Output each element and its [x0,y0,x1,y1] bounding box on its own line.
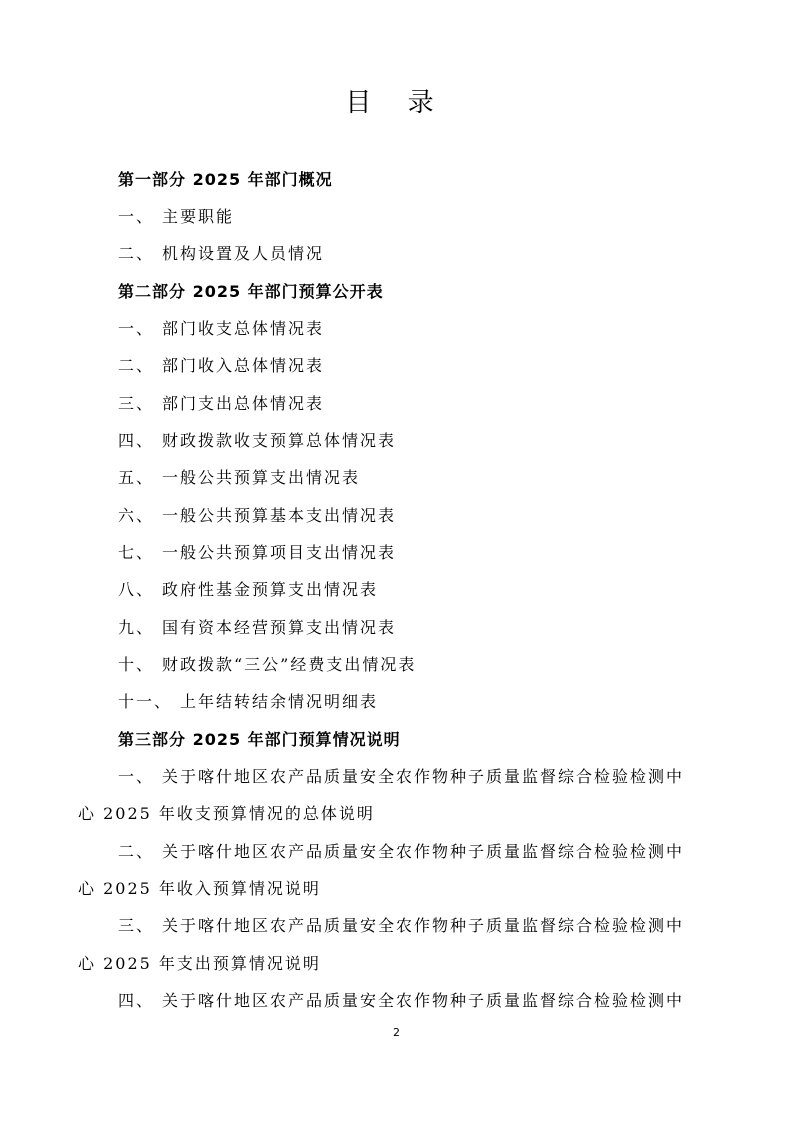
part-heading: 第二部分 2025 年部门预算公开表 [118,282,384,301]
toc-entry-number: 一、 [118,319,155,338]
page-number: 2 [393,1026,400,1039]
toc-entry-number: 九、 [118,618,155,637]
toc-entry-number: 十一、 [118,692,173,711]
toc-entry-number: 二、 [118,842,155,861]
toc-entry[interactable] [118,692,378,712]
toc-entry-text: 机构设置及人员情况 [162,244,325,263]
toc-entry-number: 五、 [118,468,155,487]
toc-entry-number: 二、 [118,244,155,263]
toc-entry-text: 一般公共预算项目支出情况表 [162,543,397,562]
toc-entry-text: 财政拨款“三公”经费支出情况表 [162,655,417,674]
toc-entry-continuation: 心 2025 年收支预算情况的总体说明 [78,804,375,823]
toc-entry[interactable] [118,580,378,600]
toc-entry-continuation: 心 2025 年收入预算情况说明 [78,879,321,898]
toc-entry-text: 关于喀什地区农产品质量安全农作物种子质量监督综合检验检测中 [162,916,685,935]
toc-entry[interactable] [118,842,684,862]
toc-title: 目 录 [345,88,448,118]
part-heading: 第三部分 2025 年部门预算情况说明 [118,730,401,749]
toc-entry-text: 主要职能 [162,207,235,226]
toc-entry-continuation: 心 2025 年支出预算情况说明 [78,954,321,973]
toc-entry[interactable] [118,431,396,451]
toc-entry-text: 财政拨款收支预算总体情况表 [162,431,397,450]
toc-entry-text: 国有资本经营预算支出情况表 [162,618,397,637]
toc-entry-text: 政府性基金预算支出情况表 [162,580,379,599]
toc-entry-text: 上年结转结余情况明细表 [180,692,379,711]
toc-entry[interactable] [118,506,396,526]
toc-entry-number: 四、 [118,991,155,1010]
toc-entry[interactable] [118,618,396,638]
toc-entry-text: 关于喀什地区农产品质量安全农作物种子质量监督综合检验检测中 [162,842,685,861]
toc-entry-text: 关于喀什地区农产品质量安全农作物种子质量监督综合检验检测中 [162,991,685,1010]
toc-entry[interactable] [118,356,324,376]
part-heading: 第一部分 2025 年部门概况 [118,170,333,189]
toc-entry-number: 二、 [118,356,155,375]
toc-entry-number: 四、 [118,431,155,450]
toc-entry-number: 六、 [118,506,155,525]
toc-entry-text: 部门支出总体情况表 [162,394,325,413]
toc-entry-text: 关于喀什地区农产品质量安全农作物种子质量监督综合检验检测中 [162,767,685,786]
toc-entry-text: 一般公共预算支出情况表 [162,468,361,487]
toc-entry-number: 一、 [118,207,155,226]
toc-entry-text: 一般公共预算基本支出情况表 [162,506,397,525]
toc-entry-number: 十、 [118,655,155,674]
toc-entry[interactable] [118,655,416,675]
toc-entry[interactable] [118,468,360,488]
toc-entry-number: 一、 [118,767,155,786]
toc-entry[interactable] [118,207,234,227]
toc-entry[interactable] [118,991,684,1011]
toc-entry[interactable] [118,543,396,563]
toc-entry-number: 八、 [118,580,155,599]
toc-entry-text: 部门收支总体情况表 [162,319,325,338]
toc-entry-text: 部门收入总体情况表 [162,356,325,375]
toc-entry[interactable] [118,394,324,414]
toc-entry-number: 七、 [118,543,155,562]
toc-entry[interactable] [118,319,324,339]
toc-entry[interactable] [118,916,684,936]
toc-entry-number: 三、 [118,394,155,413]
toc-entry-number: 三、 [118,916,155,935]
toc-entry[interactable] [118,767,684,787]
toc-entry[interactable] [118,244,324,264]
